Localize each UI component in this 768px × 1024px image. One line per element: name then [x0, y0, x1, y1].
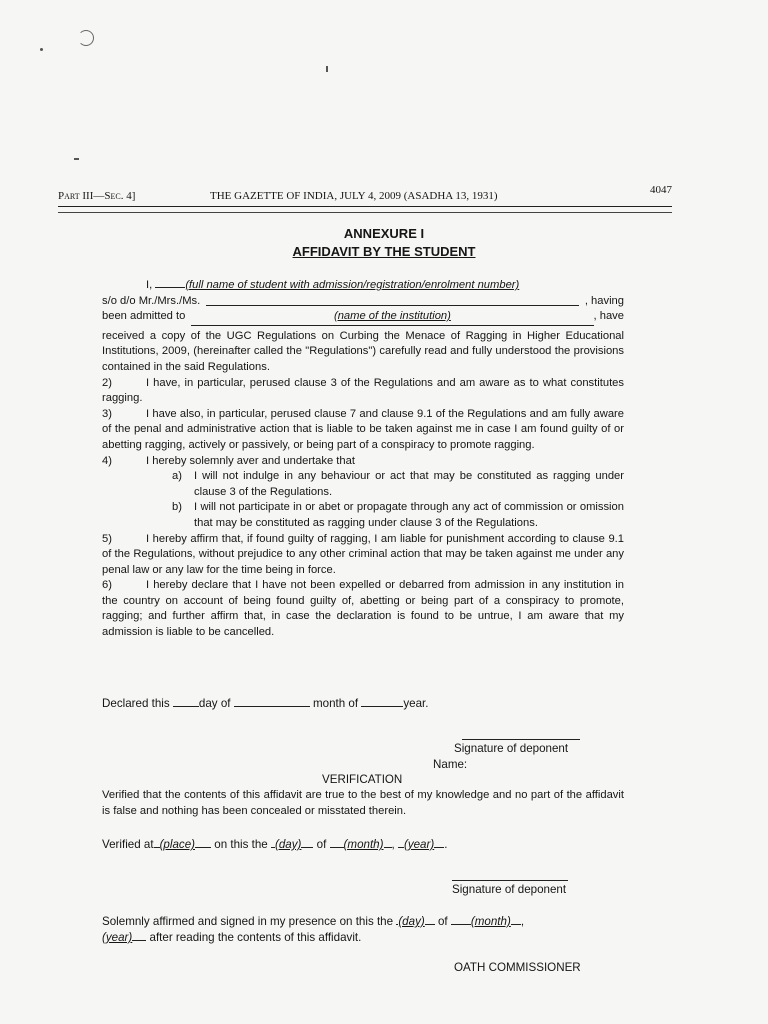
affidavit-body: [102, 278, 624, 641]
intro-line-3: been admitted to (name of the institution) , have: [102, 309, 624, 329]
blank: [434, 847, 444, 848]
page-number: 4047: [650, 184, 672, 196]
blank: [206, 294, 579, 307]
clause-6: 6) I hereby declare that I have not been expelled or debarred from admission in any institution in the country on account of being found guilty of, abetting or being part of a conspiracy to promote, ragging; and further affirm that, in case the declaration is found to be untrue, I am aware that my admission is liable to be cancelled.: [102, 579, 624, 639]
gazette-title: THE GAZETTE OF INDIA, JULY 4, 2009 (ASADHA 13, 1931): [210, 190, 498, 202]
year-hint: (year): [403, 838, 435, 851]
affidavit-title: AFFIDAVIT BY THE STUDENT: [292, 244, 476, 259]
day-hint: (day): [398, 915, 425, 928]
intro-rest: received a copy of the UGC Regulations on Curbing the Menace of Ragging in Higher Educational Institutions, 2009, (hereinafter called the "Regulations") carefully read and fully understood the provisions contained in the said Regulations.: [102, 329, 624, 373]
scan-speck: [326, 66, 328, 72]
student-name-hint: (full name of student with admission/registration/enrolment number): [185, 279, 520, 291]
clause-5: 5) I hereby affirm that, if found guilty of ragging, I am liable for punishment according to clause 9.1 of the Regulations, without prejudice to any other criminal action that may be taken against me under any penal law or any law for the time being in force.: [102, 532, 624, 576]
signature-label: Signature of deponent: [454, 742, 569, 755]
institution-blank: (name of the institution): [191, 309, 593, 326]
intro-line-1: I, (full name of student with admission/registration/enrolment number): [146, 279, 520, 291]
month-hint: (month): [470, 915, 511, 928]
solemnly-line-1: Solemnly affirmed and signed in my presence on this the (day) of (month) ,: [102, 915, 525, 928]
blank: [330, 847, 344, 848]
month-hint: (month): [343, 838, 384, 851]
blank: [132, 940, 146, 941]
sub-clause-b: b) I will not participate in or abet or propagate through any act of commission or omission that may be constituted as ragging under clause 3 of the Regulations.: [172, 501, 624, 529]
blank: [195, 847, 211, 848]
day-blank: [173, 706, 199, 707]
name-label: Name:: [433, 758, 468, 771]
signature-label: Signature of deponent: [452, 883, 567, 896]
blank: [511, 924, 521, 925]
gazette-header: [58, 184, 672, 207]
month-blank: [234, 706, 310, 707]
blank: [425, 924, 435, 925]
blank: [155, 287, 185, 288]
scan-speck: [40, 48, 43, 51]
intro-line-2: s/o d/o Mr./Mrs./Ms. , having: [102, 294, 624, 307]
verification-text: Verified that the contents of this affidavit are true to the best of my knowledge and no part of the affidavit is false and nothing has been concealed or misstated therein.: [102, 789, 624, 817]
clause-3: 3) I have also, in particular, perused clause 7 and clause 9.1 of the Regulations and am fully aware of the penal and administrative action that is liable to be taken against me in case I am found guilty of or abetting ragging, actively or passively, or being part of a conspiracy to promote ragging.: [102, 407, 624, 451]
year-hint: (year): [102, 931, 133, 944]
verification-title: VERIFICATION: [322, 773, 403, 786]
header-rule: [58, 212, 672, 213]
oath-commissioner: OATH COMMISSIONER: [454, 961, 581, 974]
year-blank: [361, 706, 403, 707]
day-hint: (day): [274, 838, 302, 851]
clause-2: 2) I have, in particular, perused clause 3 of the Regulations and am aware as to what constitutes ragging.: [102, 376, 624, 405]
place-hint: (place): [159, 838, 196, 851]
scan-speck: [78, 30, 94, 46]
declared-line: Declared this day of month of year.: [102, 697, 429, 710]
signature-rule: [462, 739, 580, 740]
part-section: Part III—Sec. 4]: [58, 190, 136, 202]
verified-at-line: Verified at (place) on this the (day) of (month) , (year) .: [102, 838, 448, 851]
sub-clause-a: a) I will not indulge in any behaviour or act that may be constituted as ragging under clause 3 of the Regulations.: [172, 470, 624, 498]
clause-4: 4) I hereby solemnly aver and undertake that: [102, 454, 355, 467]
blank: [301, 847, 313, 848]
blank: [384, 847, 392, 848]
annexure-title: ANNEXURE I: [343, 226, 425, 241]
solemnly-line-2: (year) after reading the contents of this affidavit.: [102, 931, 362, 944]
signature-rule: [452, 880, 568, 881]
scan-speck: [74, 158, 79, 160]
blank: [451, 924, 471, 925]
